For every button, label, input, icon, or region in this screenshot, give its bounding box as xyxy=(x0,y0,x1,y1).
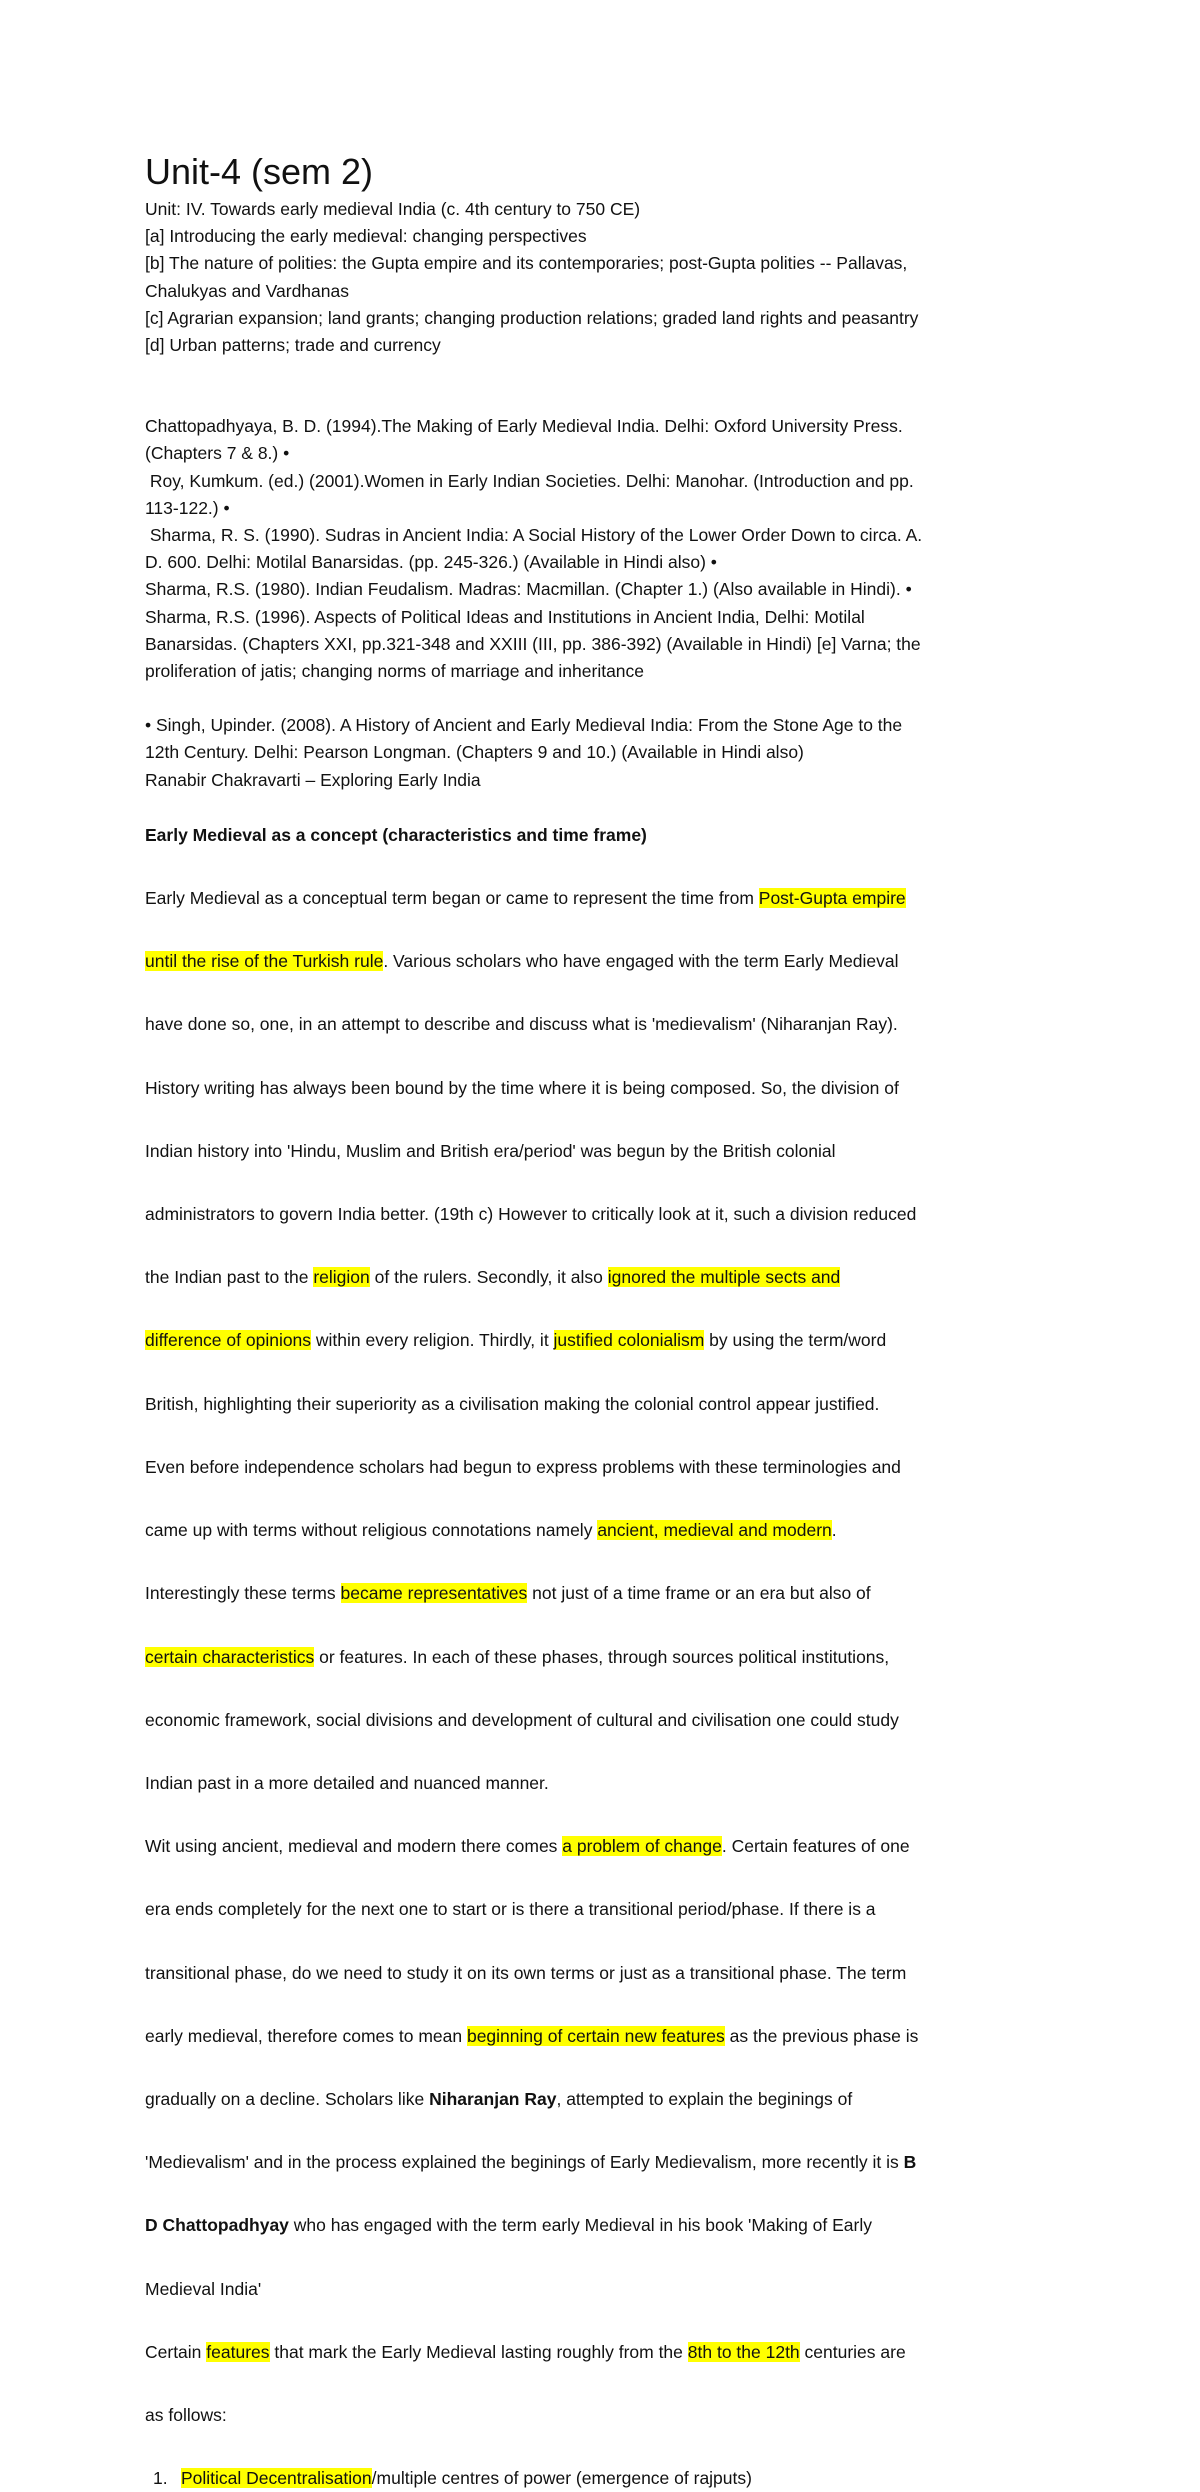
syllabus-block xyxy=(145,196,1065,359)
text-line: Indian history into 'Hindu, Muslim and British era/period' was begun by the British colonial xyxy=(145,1140,836,1161)
text-run: . xyxy=(831,1520,837,1541)
text-run: Interestingly these terms xyxy=(145,1583,341,1604)
syllabus-line: Unit: IV. Towards early medieval India (c. 4th century to 750 CE) xyxy=(145,199,641,219)
text-run: /multiple centres of power (emergence of rajputs) xyxy=(371,2468,752,2489)
text-run: or features. In each of these phases, through sources political institutions, xyxy=(314,1646,890,1667)
reference-list xyxy=(145,413,1065,685)
numbered-list xyxy=(145,2465,1065,2492)
highlighted-text: religion xyxy=(313,1267,370,1288)
text-line: Indian past in a more detailed and nuanced manner. xyxy=(145,1772,549,1793)
text-run: as the previous phase is xyxy=(724,2025,919,2046)
syllabus-line: [b] The nature of polities: the Gupta empire and its contemporaries; post-Gupta polities -- Pallavas, xyxy=(145,253,908,274)
text-line: as follows: xyxy=(145,2404,227,2425)
highlighted-text: beginning of certain new features xyxy=(466,2025,725,2046)
text-run: by using the term/word xyxy=(704,1330,887,1351)
text-line: Even before independence scholars had begun to express problems with these terminologies and xyxy=(145,1456,901,1477)
syllabus-line: [a] Introducing the early medieval: changing perspectives xyxy=(145,226,587,247)
text-run: came up with terms without religious connotations namely xyxy=(145,1520,598,1541)
reference-line: proliferation of jatis; changing norms of marriage and inheritance xyxy=(145,661,645,682)
highlighted-text: became representatives xyxy=(340,1583,528,1604)
reference-line: Ranabir Chakravarti – Exploring Early India xyxy=(145,769,481,790)
text-line: Medieval India' xyxy=(145,2278,262,2299)
syllabus-line: [c] Agrarian expansion; land grants; changing production relations; graded land rights and peasantry xyxy=(145,307,919,328)
reference-line: Sharma, R.S. (1996). Aspects of Political Ideas and Institutions in Ancient India, Delhi: Motilal xyxy=(145,606,865,627)
highlighted-text: 8th to the 12th xyxy=(687,2341,800,2362)
text-run: who has engaged with the term early Medieval in his book 'Making of Early xyxy=(288,2215,872,2236)
reference-line: Sharma, R. S. (1990). Sudras in Ancient India: A Social History of the Lower Order Down to circa. A. xyxy=(145,525,923,546)
highlighted-text: ancient, medieval and modern xyxy=(597,1520,832,1541)
syllabus-line: [d] Urban patterns; trade and currency xyxy=(145,335,441,356)
highlighted-text: ignored the multiple sects and xyxy=(607,1267,841,1288)
text-run: Certain xyxy=(145,2341,207,2362)
text-run: gradually on a decline. Scholars like xyxy=(145,2088,430,2109)
text-run: centuries are xyxy=(799,2341,906,2362)
text-run: of the rulers. Secondly, it also xyxy=(369,1267,608,1288)
text-line: transitional phase, do we need to study it on its own terms or just as a transitional phase. The term xyxy=(145,1962,907,1983)
body-paragraph xyxy=(145,849,1065,2465)
text-run: Wit using ancient, medieval and modern there comes xyxy=(145,1836,563,1857)
list-number: 1. xyxy=(153,2468,168,2489)
reference-line: Chattopadhyaya, B. D. (1994).The Making of Early Medieval India. Delhi: Oxford University Press. xyxy=(145,416,903,437)
highlighted-text: until the rise of the Turkish rule xyxy=(145,951,384,972)
text-line: have done so, one, in an attempt to describe and discuss what is 'medievalism' (Niharanjan Ray). xyxy=(145,1014,898,1035)
text-line: History writing has always been bound by the time where it is being composed. So, the division of xyxy=(145,1077,899,1098)
document-body xyxy=(145,150,1065,2492)
highlighted-text: justified colonialism xyxy=(553,1330,705,1351)
reference-line: (Chapters 7 & 8.) • xyxy=(145,443,290,464)
page-title: Unit-4 (sem 2) xyxy=(145,151,374,192)
text-line: administrators to govern India better. (19th c) However to critically look at it, such a division reduced xyxy=(145,1204,917,1225)
text-run: . Certain features of one xyxy=(721,1836,910,1857)
text-run: that mark the Early Medieval lasting roughly from the xyxy=(269,2341,688,2362)
reference-line: 12th Century. Delhi: Pearson Longman. (Chapters 9 and 10.) (Available in Hindi also) xyxy=(145,742,804,763)
reference-line: Sharma, R.S. (1980). Indian Feudalism. Madras: Macmillan. (Chapter 1.) (Also available in Hindi). • xyxy=(145,579,912,600)
reference-line: Banarsidas. (Chapters XXI, pp.321-348 and XXIII (III, pp. 386-392) (Available in Hindi) [e] Varna; the xyxy=(145,633,921,654)
text-run: early medieval, therefore comes to mean xyxy=(145,2025,467,2046)
list-item xyxy=(145,2465,1065,2492)
bold-name: D Chattopadhyay xyxy=(145,2215,289,2236)
syllabus-line: Chalukyas and Vardhanas xyxy=(145,280,349,301)
text-run: 'Medievalism' and in the process explained the beginings of Early Medievalism, more recently it is xyxy=(145,2152,904,2173)
highlighted-text: features xyxy=(206,2341,270,2362)
reference-line: • Singh, Upinder. (2008). A History of Ancient and Early Medieval India: From the Stone Age to the xyxy=(145,715,903,736)
highlighted-text: certain characteristics xyxy=(145,1646,315,1667)
bold-name: Niharanjan Ray xyxy=(429,2088,557,2109)
highlighted-text: a problem of change xyxy=(562,1836,722,1857)
text-run: within every religion. Thirdly, it xyxy=(311,1330,554,1351)
text-run: the Indian past to the xyxy=(145,1267,314,1288)
reference-line: 113-122.) • xyxy=(145,497,230,518)
bold-name: B xyxy=(903,2152,917,2173)
text-line: economic framework, social divisions and development of cultural and civilisation one could study xyxy=(145,1709,899,1730)
highlighted-text: Political Decentralisation xyxy=(181,2468,372,2489)
highlighted-text: difference of opinions xyxy=(145,1330,312,1351)
reference-line: Roy, Kumkum. (ed.) (2001).Women in Early Indian Societies. Delhi: Manohar. (Introduction and pp. xyxy=(145,470,914,491)
reference-line: D. 600. Delhi: Motilal Banarsidas. (pp. 245-326.) (Available in Hindi also) • xyxy=(145,552,717,573)
text-line: era ends completely for the next one to start or is there a transitional period/phase. If there is a xyxy=(145,1899,876,1920)
text-run: , attempted to explain the beginings of xyxy=(556,2088,853,2109)
text-run: . Various scholars who have engaged with the term Early Medieval xyxy=(383,951,899,972)
reference-list-2 xyxy=(145,712,1065,794)
text-run: Early Medieval as a conceptual term began or came to represent the time from xyxy=(145,888,759,909)
text-run: not just of a time frame or an era but also of xyxy=(527,1583,871,1604)
text-line: British, highlighting their superiority as a civilisation making the colonial control appear justified. xyxy=(145,1393,880,1414)
highlighted-text: Post-Gupta empire xyxy=(758,888,906,909)
section-heading: Early Medieval as a concept (characteristics and time frame) xyxy=(145,824,647,845)
